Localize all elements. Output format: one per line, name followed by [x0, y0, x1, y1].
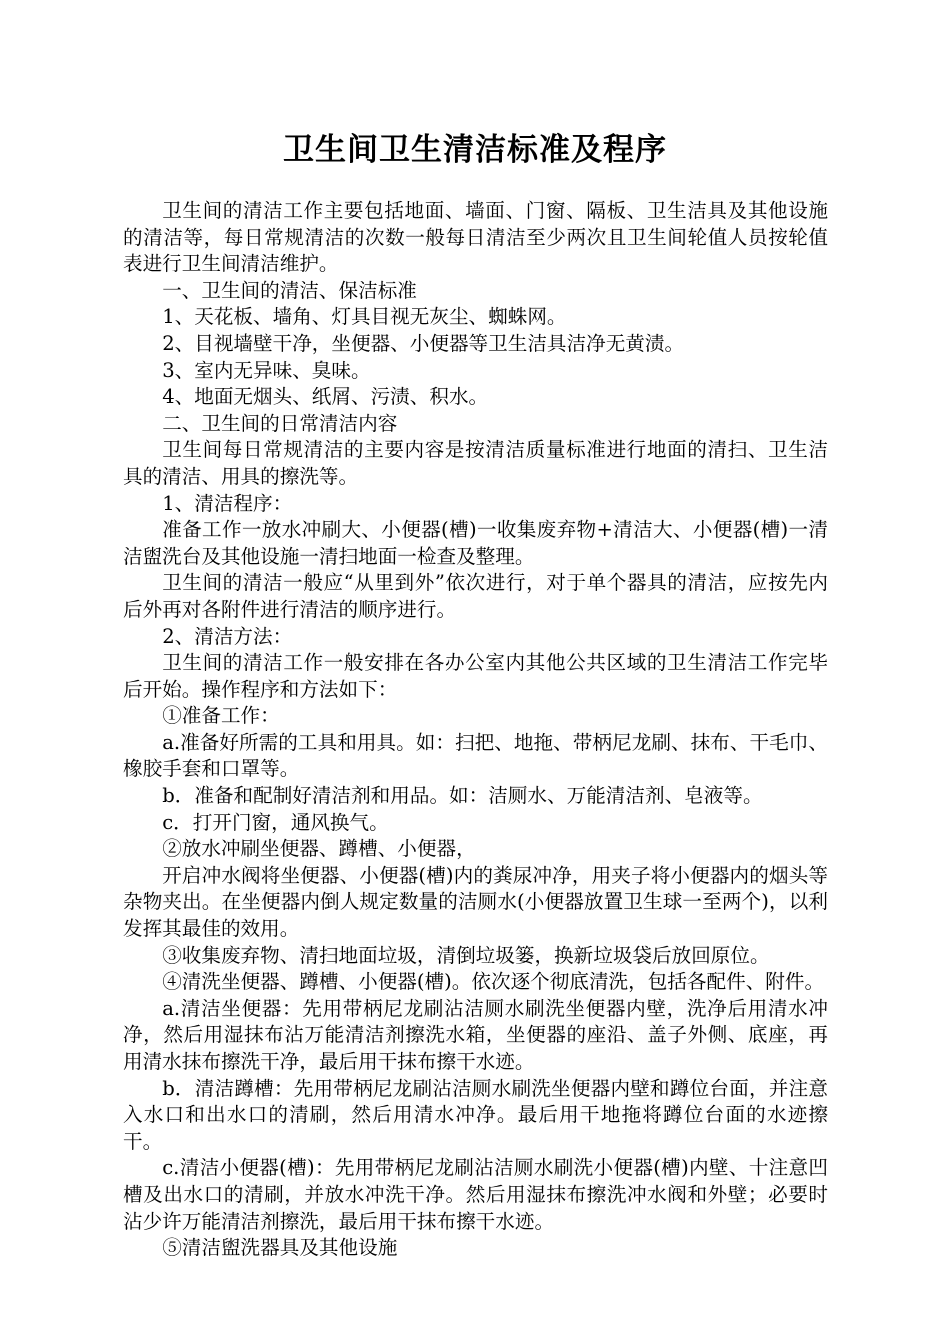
section-heading-standards: 一、卫生间的清洁、保洁标准	[162, 278, 417, 302]
list-item: 4、地面无烟头、纸屑、污渍、积水。	[162, 385, 489, 409]
step-heading: ④清洗坐便器、蹲槽、小便器(槽)。依次逐个彻底清洗，包括各配件、附件。	[162, 970, 825, 994]
list-item: 3、室内无异味、臭味。	[162, 358, 371, 382]
paragraph-intro: 卫生间的清洁工作主要包括地面、墙面、门窗、隔板、卫生洁具及其他设施的清洁等，每日常规清洁的次数一般每日清洁至少两次且卫生间轮值人员按轮值表进行卫生间清洁维护。	[123, 199, 828, 276]
list-item: a.准备好所需的工具和用具。如：扫把、地拖、带柄尼龙刷、抹布、干毛巾、橡胶手套和口罩等。	[123, 730, 828, 781]
step-heading: ③收集废弃物、清扫地面垃圾，清倒垃圾篓，换新垃圾袋后放回原位。	[162, 943, 770, 967]
list-item: b．清洁蹲槽：先用带柄尼龙刷沾洁厕水刷洗坐便器内壁和蹲位台面，并注意入水口和出水口的清刷，然后用清水冲净。最后用干地拖将蹲位台面的水迹擦干。	[123, 1076, 828, 1153]
paragraph: 准备工作一放水冲刷大、小便器(槽)一收集废弃物+清洁大、小便器(槽)一清洁盥洗台及其他设施一清扫地面一检查及整理。	[123, 518, 828, 568]
paragraph: 卫生间的清洁工作一般安排在各办公室内其他公共区域的卫生清洁工作完毕后开始。操作程序和方法如下：	[123, 651, 828, 701]
paragraph: 卫生间每日常规清洁的主要内容是按清洁质量标准进行地面的清扫、卫生洁具的清洁、用具的擦洗等。	[123, 438, 828, 488]
subsection-heading-procedure: 1、清洁程序：	[162, 491, 293, 515]
step-heading: ②放水冲刷坐便器、蹲槽、小便器，	[162, 837, 476, 861]
step-heading: ①准备工作：	[162, 704, 280, 728]
paragraph: 卫生间的清洁一般应“从里到外”依次进行，对于单个器具的清洁，应按先内后外再对各附件进行清洁的顺序进行。	[123, 571, 828, 621]
list-item: b．准备和配制好清洁剂和用品。如：洁厕水、万能清洁剂、皂液等。	[162, 784, 763, 808]
paragraph: 开启冲水阀将坐便器、小便器(槽)内的粪尿冲净，用夹子将小便器内的烟头等杂物夹出。在坐便器内倒人规定数量的洁厕水(小便器放置卫生球一至两个)，以利发挥其最佳的效用。	[123, 863, 828, 941]
list-item: a.清洁坐便器：先用带柄尼龙刷沾洁厕水刷洗坐便器内壁，洗净后用清水冲净，然后用湿抹布沾万能清洁剂擦洗水箱，坐便器的座沿、盖子外侧、底座，再用清水抹布擦洗干净，最后用干抹布擦干水迹。	[123, 996, 828, 1073]
document-title: 卫生间卫生清洁标准及程序	[283, 132, 667, 168]
list-item: 2、目视墙壁干净，坐便器、小便器等卫生洁具洁净无黄渍。	[162, 331, 685, 355]
step-heading: ⑤清洁盥洗器具及其他设施	[162, 1236, 398, 1260]
section-heading-daily-content: 二、卫生间的日常清洁内容	[162, 411, 398, 435]
document-body	[123, 198, 828, 1262]
list-item: c.清洁小便器(槽)：先用带柄尼龙刷沾洁厕水刷洗小便器(槽)内壁、十注意凹槽及出水口的清刷，并放水冲洗干净。然后用湿抹布擦洗冲水阀和外壁；必要时沾少许万能清洁剂擦洗，最后用干抹布擦干水迹。	[123, 1156, 828, 1233]
list-item: 1、天花板、墙角、灯具目视无灰尘、蜘蛛网。	[162, 305, 567, 329]
list-item: c．打开门窗，通风换气。	[162, 810, 389, 834]
subsection-heading-method: 2、清洁方法：	[162, 624, 293, 648]
